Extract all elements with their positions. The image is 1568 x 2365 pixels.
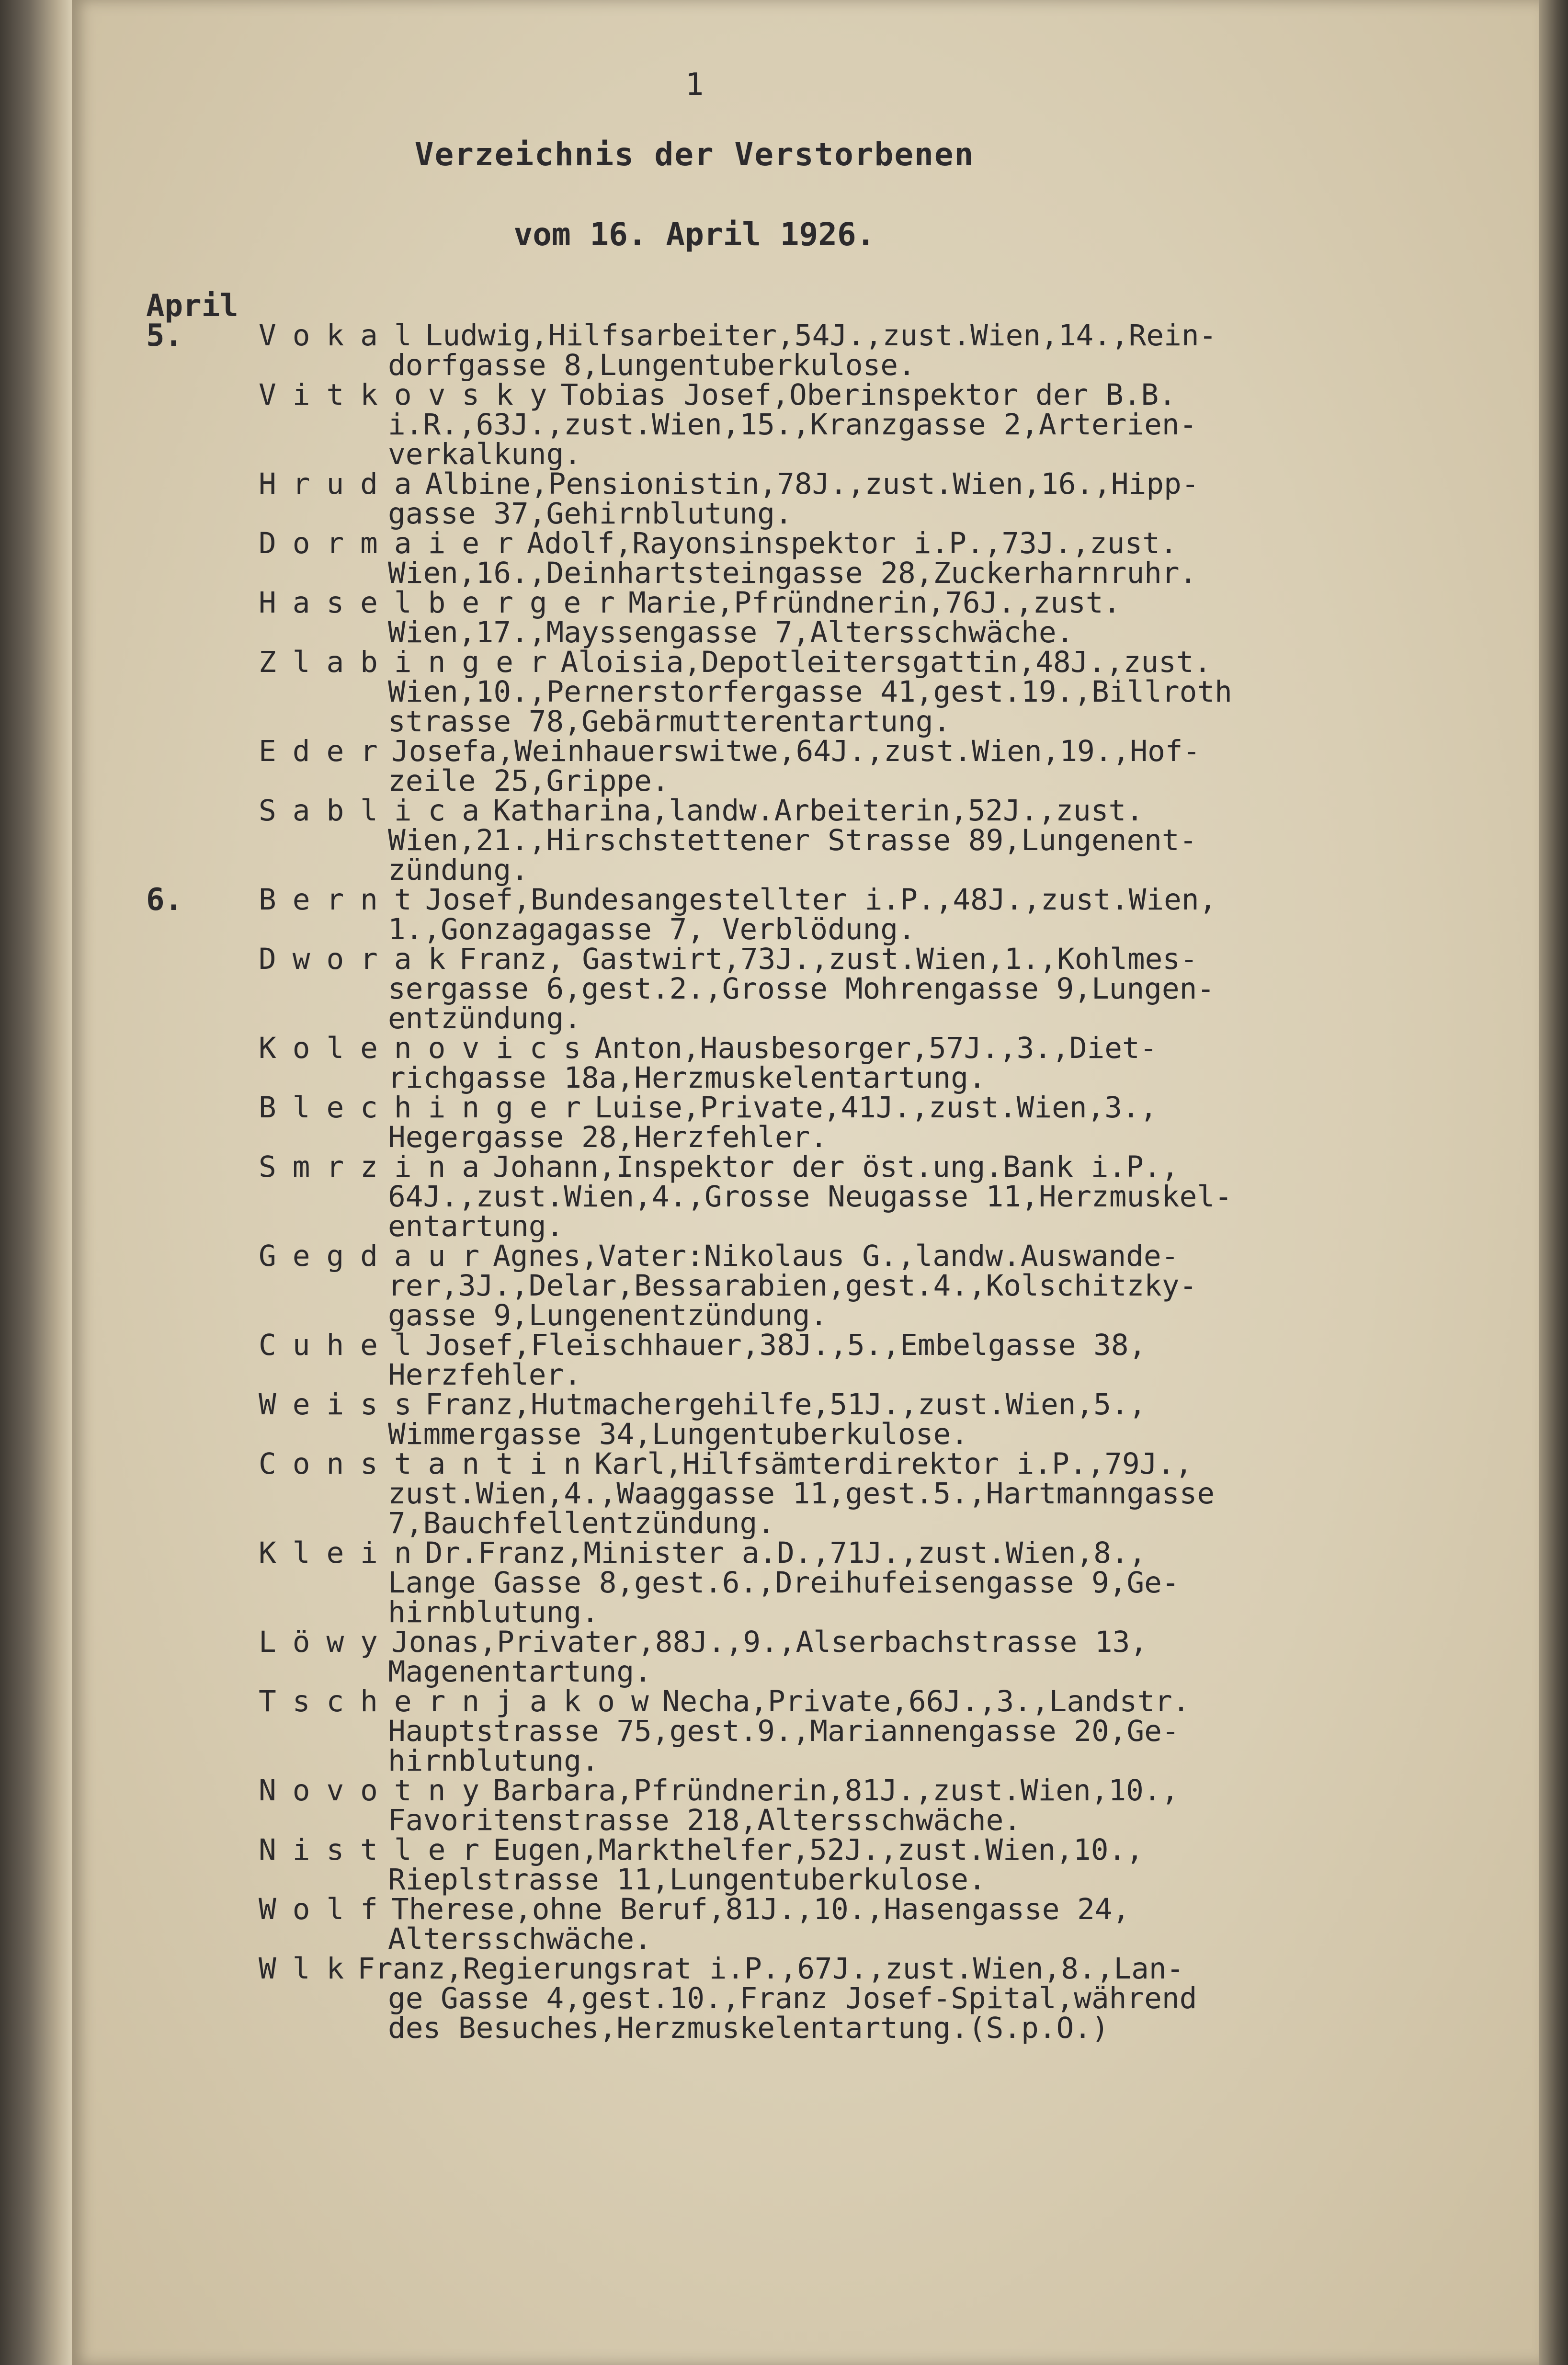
- entry-line: [259, 1506, 1513, 1540]
- entry-surname: Cuhel: [259, 1328, 428, 1362]
- entry-text: Lange Gasse 8,gest.6.,Dreihufeisengasse 9,Ge-: [388, 1566, 1180, 1600]
- entry-surname: Nistler: [259, 1833, 496, 1867]
- entry-line: [259, 1803, 1513, 1837]
- document-title: Verzeichnis der Verstorbenen: [414, 136, 975, 173]
- entry-text: Adolf,Rayonsinspektor i.P.,73J.,zust.: [526, 526, 1178, 560]
- month-heading: April: [146, 288, 239, 324]
- entry-text: Necha,Private,66J.,3.,Landstr.: [662, 1684, 1190, 1718]
- register-entry: [259, 588, 1513, 648]
- page-content: [146, 67, 1513, 2045]
- entry-text: Franz,Regierungsrat i.P.,67J.,zust.Wien,8.,Lan-: [357, 1952, 1184, 1986]
- entry-text: Magenentartung.: [388, 1655, 652, 1689]
- register-entry: [259, 645, 1513, 739]
- entry-surname: Eder: [259, 734, 394, 768]
- entry-line: [259, 796, 1513, 826]
- entry-surname: Vitkovsky: [259, 378, 564, 412]
- entry-text: richgasse 18a,Herzmuskelentartung.: [388, 1061, 986, 1095]
- entry-line: [259, 2013, 1513, 2043]
- entry-text: Johann,Inspektor der öst.ung.Bank i.P.,: [493, 1150, 1179, 1184]
- entry-text: Hegergasse 28,Herzfehler.: [388, 1120, 828, 1154]
- entry-line: [259, 348, 1513, 382]
- entry-surname: Klein: [259, 1536, 428, 1570]
- entry-line: [259, 558, 1513, 588]
- entry-text: Katharina,landw.Arbeiterin,52J.,zust.: [493, 794, 1144, 828]
- register-entry: [259, 1241, 1513, 1330]
- entry-text: Wien,17.,Mayssengasse 7,Altersschwäche.: [388, 615, 1074, 649]
- entry-line: [259, 912, 1513, 946]
- book-binding-left: [0, 0, 72, 2365]
- entry-line: [259, 1241, 1513, 1271]
- entry-text: Wien,21.,Hirschstettener Strasse 89,Lungenent-: [388, 823, 1197, 857]
- entry-text: Tobias Josef,Oberinspektor der B.B.: [560, 378, 1176, 412]
- entry-line: [259, 1714, 1513, 1748]
- death-register-list: [146, 318, 1513, 2045]
- entry-line: [259, 1298, 1513, 1332]
- entry-line: [259, 499, 1513, 529]
- entry-text: 64J.,zust.Wien,4.,Grosse Neugasse 11,Herzmuskel-: [388, 1180, 1232, 1214]
- register-entry: [259, 1892, 1513, 1956]
- entry-line: [259, 707, 1513, 737]
- entry-line: [259, 1746, 1513, 1776]
- entry-text: Karl,Hilfsämterdirektor i.P.,79J.,: [594, 1447, 1193, 1481]
- register-entry: [259, 1152, 1513, 1241]
- entry-surname: Sablica: [259, 794, 496, 828]
- entry-line: [259, 1001, 1513, 1035]
- entry-surname: Zlabinger: [259, 645, 564, 679]
- entry-line: [259, 1538, 1513, 1568]
- entry-line: [259, 1595, 1513, 1629]
- entry-line: [259, 1330, 1513, 1360]
- entry-line: [259, 766, 1513, 796]
- register-entry: [259, 469, 1513, 529]
- entry-line: [259, 1568, 1513, 1598]
- entry-line: [259, 1271, 1513, 1301]
- register-entry: [259, 1684, 1513, 1778]
- entry-text: entartung.: [388, 1209, 564, 1243]
- entry-line: [259, 1954, 1513, 1984]
- entry-surname: Dworak: [259, 942, 462, 976]
- entry-line: [259, 1892, 1513, 1926]
- entry-surname: Dormaier: [259, 526, 530, 560]
- entry-text: Herzfehler.: [388, 1358, 581, 1392]
- entry-line: [259, 1152, 1513, 1182]
- entry-surname: Wlk: [259, 1952, 361, 1986]
- entry-text: Rieplstrasse 11,Lungentuberkulose.: [388, 1863, 986, 1897]
- entry-surname: Kolenovics: [259, 1031, 598, 1065]
- entry-surname: Blechinger: [259, 1091, 598, 1125]
- register-entry: [259, 796, 1513, 885]
- register-entry: [259, 1627, 1513, 1687]
- register-entry: [259, 380, 1513, 469]
- entry-line: [259, 1865, 1513, 1895]
- entry-text: ge Gasse 4,gest.10.,Franz Josef-Spital,während: [388, 1981, 1197, 2015]
- entry-line: [259, 1627, 1513, 1657]
- entry-line: [259, 410, 1513, 440]
- entry-line: [259, 1417, 1513, 1451]
- register-entry: [259, 1093, 1513, 1152]
- register-entry: [259, 734, 1513, 798]
- register-entry: [259, 1835, 1513, 1895]
- entry-surname: Smrzina: [259, 1150, 496, 1184]
- entry-text: Therese,ohne Beruf,81J.,10.,Hasengasse 24,: [391, 1892, 1130, 1926]
- entry-line: [259, 1063, 1513, 1093]
- entry-text: Wimmergasse 34,Lungentuberkulose.: [388, 1417, 968, 1451]
- entry-text: Eugen,Markthelfer,52J.,zust.Wien,10.,: [493, 1833, 1144, 1867]
- entry-text: Ludwig,Hilfsarbeiter,54J.,zust.Wien,14.,Rein-: [425, 318, 1217, 352]
- entry-text: entzündung.: [388, 1001, 581, 1035]
- entry-text: Favoritenstrasse 218,Altersschwäche.: [388, 1803, 1022, 1837]
- register-entry: [259, 1954, 1513, 2043]
- entry-text: Jonas,Privater,88J.,9.,Alserbachstrasse 13,: [391, 1625, 1148, 1659]
- entry-text: Dr.Franz,Minister a.D.,71J.,zust.Wien,8.,: [425, 1536, 1147, 1570]
- document-page: [72, 0, 1539, 2365]
- entry-line: [259, 1120, 1513, 1154]
- entry-line: [259, 855, 1513, 885]
- register-entry: [259, 1330, 1513, 1390]
- entry-line: [259, 974, 1513, 1004]
- entry-day: 6.: [146, 882, 183, 918]
- register-entry: [259, 1538, 1513, 1627]
- register-entry: [259, 944, 1513, 1034]
- entry-surname: Bernt: [259, 883, 428, 917]
- entry-line: [259, 526, 1513, 560]
- entry-text: Marie,Pfründnerin,76J.,zust.: [628, 586, 1121, 620]
- entry-line: [259, 1182, 1513, 1212]
- entry-line: [259, 734, 1513, 768]
- entry-text: Josef,Bundesangestellter i.P.,48J.,zust.Wien,: [425, 883, 1217, 917]
- entry-surname: Vokal: [259, 318, 428, 352]
- entry-text: hirnblutung.: [388, 1744, 599, 1778]
- entry-surname: Novotny: [259, 1774, 496, 1808]
- entry-text: Aloisia,Depotleitersgattin,48J.,zust.: [560, 645, 1212, 679]
- entry-text: zündung.: [388, 853, 529, 887]
- register-entry: [259, 526, 1513, 590]
- entry-line: [259, 645, 1513, 679]
- entry-line: [259, 1387, 1513, 1421]
- entry-line: [259, 885, 1513, 915]
- entry-line: [259, 1031, 1513, 1065]
- entry-line: [259, 1093, 1513, 1123]
- entry-line: [259, 615, 1513, 649]
- entry-line: [259, 437, 1513, 471]
- register-entry: [259, 1776, 1513, 1835]
- entry-text: strasse 78,Gebärmutterentartung.: [388, 705, 951, 739]
- register-entry: [259, 1031, 1513, 1095]
- register-entry: [259, 1387, 1513, 1451]
- entry-line: [259, 677, 1513, 707]
- entry-text: Wien,16.,Deinhartsteingasse 28,Zuckerharnruhr.: [388, 556, 1197, 590]
- entry-text: Franz, Gastwirt,73J.,zust.Wien,1.,Kohlmes-: [459, 942, 1198, 976]
- entry-line: [259, 588, 1513, 618]
- entry-line: [259, 1657, 1513, 1687]
- entry-line: [259, 1981, 1513, 2015]
- entry-surname: Hruda: [259, 467, 428, 501]
- entry-line: [259, 1684, 1513, 1718]
- entry-text: dorfgasse 8,Lungentuberkulose.: [388, 348, 916, 382]
- entry-text: Barbara,Pfründnerin,81J.,zust.Wien,10.,: [493, 1774, 1179, 1808]
- entry-line: [259, 318, 1513, 352]
- entry-text: hirnblutung.: [388, 1595, 599, 1629]
- document-subtitle: vom 16. April 1926.: [513, 216, 875, 253]
- entry-surname: Gegdaur: [259, 1239, 496, 1273]
- entry-text: Wien,10.,Pernerstorfergasse 41,gest.19.,Billroth: [388, 675, 1232, 709]
- register-entry: [146, 318, 1513, 382]
- entry-text: zust.Wien,4.,Waaggasse 11,gest.5.,Hartmanngasse: [388, 1477, 1215, 1511]
- entry-surname: Tschernjakow: [259, 1684, 665, 1718]
- entry-line: [259, 1924, 1513, 1954]
- entry-text: Franz,Hutmachergehilfe,51J.,zust.Wien,5.,: [425, 1387, 1147, 1421]
- entry-text: Anton,Hausbesorger,57J.,3.,Diet-: [594, 1031, 1158, 1065]
- entry-surname: Wolf: [259, 1892, 394, 1926]
- entry-line: [259, 1360, 1513, 1390]
- entry-surname: Constantin: [259, 1447, 598, 1481]
- entry-text: sergasse 6,gest.2.,Grosse Mohrengasse 9,Lungen-: [388, 972, 1215, 1006]
- entry-text: Altersschwäche.: [388, 1922, 652, 1956]
- entry-text: des Besuches,Herzmuskelentartung.(S.p.O.): [388, 2011, 1109, 2045]
- entry-text: zeile 25,Grippe.: [388, 764, 670, 798]
- entry-text: gasse 9,Lungenentzündung.: [388, 1298, 828, 1332]
- page-number: 1: [685, 67, 704, 102]
- entry-text: i.R.,63J.,zust.Wien,15.,Kranzgasse 2,Arterien-: [388, 408, 1197, 442]
- entry-line: [259, 1776, 1513, 1806]
- entry-line: [259, 823, 1513, 857]
- entry-text: Agnes,Vater:Nikolaus G.,landw.Auswande-: [493, 1239, 1179, 1273]
- register-entry: [259, 1449, 1513, 1538]
- entry-line: [259, 944, 1513, 974]
- entry-line: [259, 1449, 1513, 1479]
- entry-surname: Weiss: [259, 1387, 428, 1421]
- entry-text: Hauptstrasse 75,gest.9.,Mariannengasse 20,Ge-: [388, 1714, 1180, 1748]
- entry-line: [259, 1479, 1513, 1509]
- entry-text: 1.,Gonzagagasse 7, Verblödung.: [388, 912, 916, 946]
- entry-line: [259, 380, 1513, 410]
- entry-text: Josefa,Weinhauerswitwe,64J.,zust.Wien,19.,Hof-: [391, 734, 1201, 768]
- entry-line: [259, 1209, 1513, 1243]
- book-edge-right: [1539, 0, 1568, 2365]
- register-entry: [146, 882, 1513, 946]
- entry-text: Albine,Pensionistin,78J.,zust.Wien,16.,Hipp-: [425, 467, 1199, 501]
- entry-line: [259, 1835, 1513, 1865]
- entry-surname: Löwy: [259, 1625, 394, 1659]
- entry-text: verkalkung.: [388, 437, 581, 471]
- entry-day: 5.: [146, 318, 183, 353]
- entry-text: gasse 37,Gehirnblutung.: [388, 497, 793, 531]
- entry-text: Luise,Private,41J.,zust.Wien,3.,: [594, 1091, 1158, 1125]
- entry-surname: Haselberger: [259, 586, 631, 620]
- entry-text: Josef,Fleischhauer,38J.,5.,Embelgasse 38,: [425, 1328, 1147, 1362]
- entry-text: rer,3J.,Delar,Bessarabien,gest.4.,Kolschitzky-: [388, 1269, 1197, 1303]
- entry-line: [259, 469, 1513, 499]
- entry-text: 7,Bauchfellentzündung.: [388, 1506, 775, 1540]
